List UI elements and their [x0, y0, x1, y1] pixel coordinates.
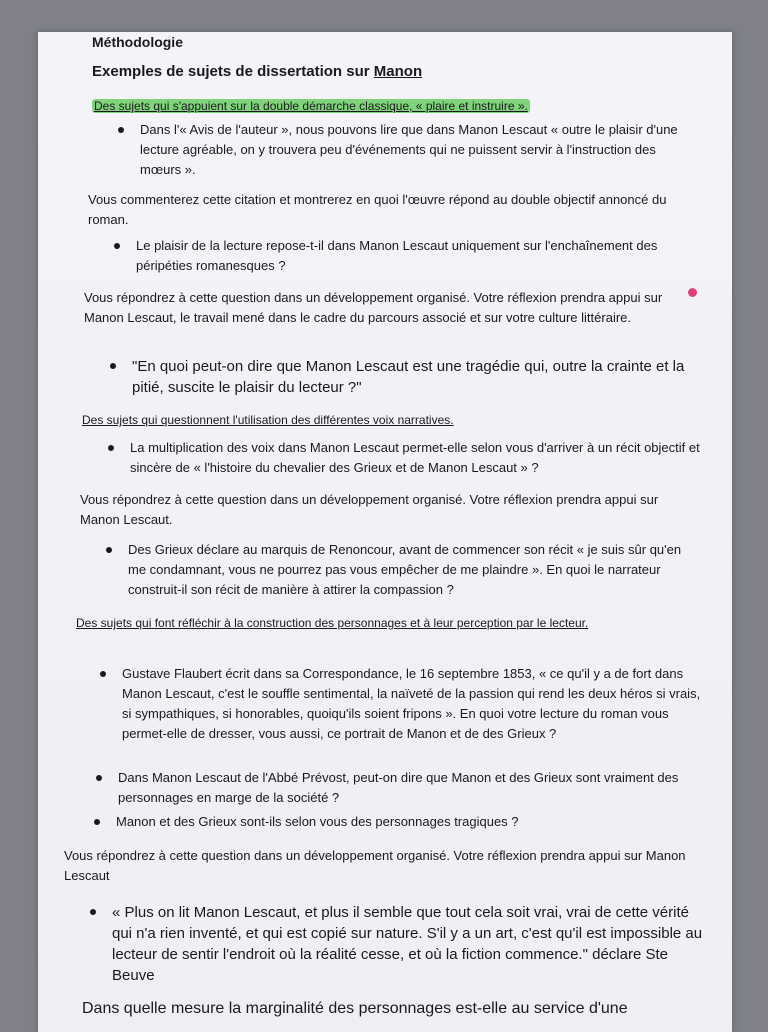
bullet-text: Gustave Flaubert écrit dans sa Correspondance, le 16 septembre 1853, « ce qu'il y a de fort dans Manon Lescaut, c'est le souffle sentimental, la naïveté de la passion qui rend les deux héros si vrais, si sympathiques, si honorables, quoiqu'ils soient fripons ». En quoi votre lecture du roman vous permet-elle de dresser, vous aussi, ce portrait de Manon et de des Grieux ? — [122, 666, 701, 741]
section-heading-3: Des sujets qui font réfléchir à la construction des personnages et à leur perception par le lecteur. — [76, 616, 589, 630]
bullet-dot-icon — [108, 445, 114, 451]
bullet-item-7 — [96, 768, 700, 808]
bullet-dot-icon — [100, 671, 106, 677]
bullet-text: "En quoi peut-on dire que Manon Lescaut est une tragédie qui, outre la crainte et la pitié, suscite le plaisir du lecteur ?" — [132, 358, 685, 396]
bullet-item-6 — [100, 664, 704, 744]
bullet-text: Manon et des Grieux sont-ils selon vous des personnages tragiques ? — [116, 814, 519, 829]
highlighted-heading: Des sujets qui s'appuient sur la double démarche classique, « plaire et instruire ». — [94, 99, 528, 113]
bullet-dot-icon — [96, 775, 102, 781]
bullet-dot-icon — [114, 243, 120, 249]
bullet-dot-icon — [94, 819, 100, 825]
document-title: Méthodologie — [92, 34, 183, 50]
bullet-item-8 — [94, 812, 698, 832]
bullet-item-4 — [108, 438, 702, 478]
document-subtitle — [92, 62, 422, 82]
instruction-paragraph-3: Vous répondrez à cette question dans un développement organisé. Votre réflexion prendra appui sur Manon Lescaut. — [80, 492, 659, 527]
bullet-item-3 — [110, 356, 700, 398]
bullet-dot-icon — [106, 547, 112, 553]
bullet-text: Des Grieux déclare au marquis de Renoncour, avant de commencer son récit « je suis sûr qu'en me condamnant, vous ne pourrez pas vous empêcher de me plaindre ». En quoi le narrateur construit-il son récit de manière à attirer la compassion ? — [128, 542, 682, 597]
bullet-dot-icon — [118, 127, 124, 133]
section-heading-1 — [92, 96, 530, 116]
pink-ink-mark-icon — [688, 288, 697, 297]
instruction-paragraph-2: Vous répondrez à cette question dans un développement organisé. Votre réflexion prendra appui sur Manon Lescaut, le travail mené dans le cadre du parcours associé et sur votre culture littéraire. — [84, 290, 663, 325]
subtitle-prefix: Exemples de sujets de dissertation sur — [92, 63, 374, 80]
document-page — [38, 32, 732, 1032]
bullet-text: Dans l'« Avis de l'auteur », nous pouvons lire que dans Manon Lescaut « outre le plaisir d'une lecture agréable, on y trouvera peu d'événements qui ne puissent servir à l'instruction des mœurs ». — [140, 122, 678, 177]
bullet-item-2 — [114, 236, 698, 276]
instruction-paragraph-4: Vous répondrez à cette question dans un développement organisé. Votre réflexion prendra appui sur Manon Lescaut — [64, 848, 686, 883]
bullet-item-5 — [106, 540, 700, 600]
bullet-dot-icon — [110, 363, 116, 369]
bullet-dot-icon — [90, 909, 96, 915]
section-heading-2: Des sujets qui questionnent l'utilisation des différentes voix narratives. — [82, 413, 454, 427]
bullet-text: Le plaisir de la lecture repose-t-il dans Manon Lescaut uniquement sur l'enchaînement des péripéties romanesques ? — [136, 238, 658, 273]
bullet-text: « Plus on lit Manon Lescaut, et plus il semble que tout cela soit vrai, vrai de cette vérité qui n'a rien inventé, et qui est copié sur nature. S'il y a un art, c'est qu'il est impossible au lecteur de sentir l'endroit où la réalité cesse, et où la fiction commence." déclare Ste Beuve — [112, 904, 703, 984]
subtitle-work: Manon — [373, 63, 423, 80]
bullet-item-1 — [118, 120, 698, 180]
bullet-text: La multiplication des voix dans Manon Lescaut permet-elle selon vous d'arriver à un récit objectif et sincère de « l'histoire du chevalier des Grieux et de Manon Lescaut » ? — [130, 440, 700, 475]
instruction-paragraph-1: Vous commenterez cette citation et montrerez en quoi l'œuvre répond au double objectif annoncé du roman. — [88, 192, 667, 227]
bullet-text: Dans Manon Lescaut de l'Abbé Prévost, peut-on dire que Manon et des Grieux sont vraiment des personnages en marge de la société ? — [118, 770, 679, 805]
closing-question-fragment: Dans quelle mesure la marginalité des personnages est-elle au service d'une — [82, 1000, 628, 1017]
bullet-item-9 — [90, 902, 706, 986]
